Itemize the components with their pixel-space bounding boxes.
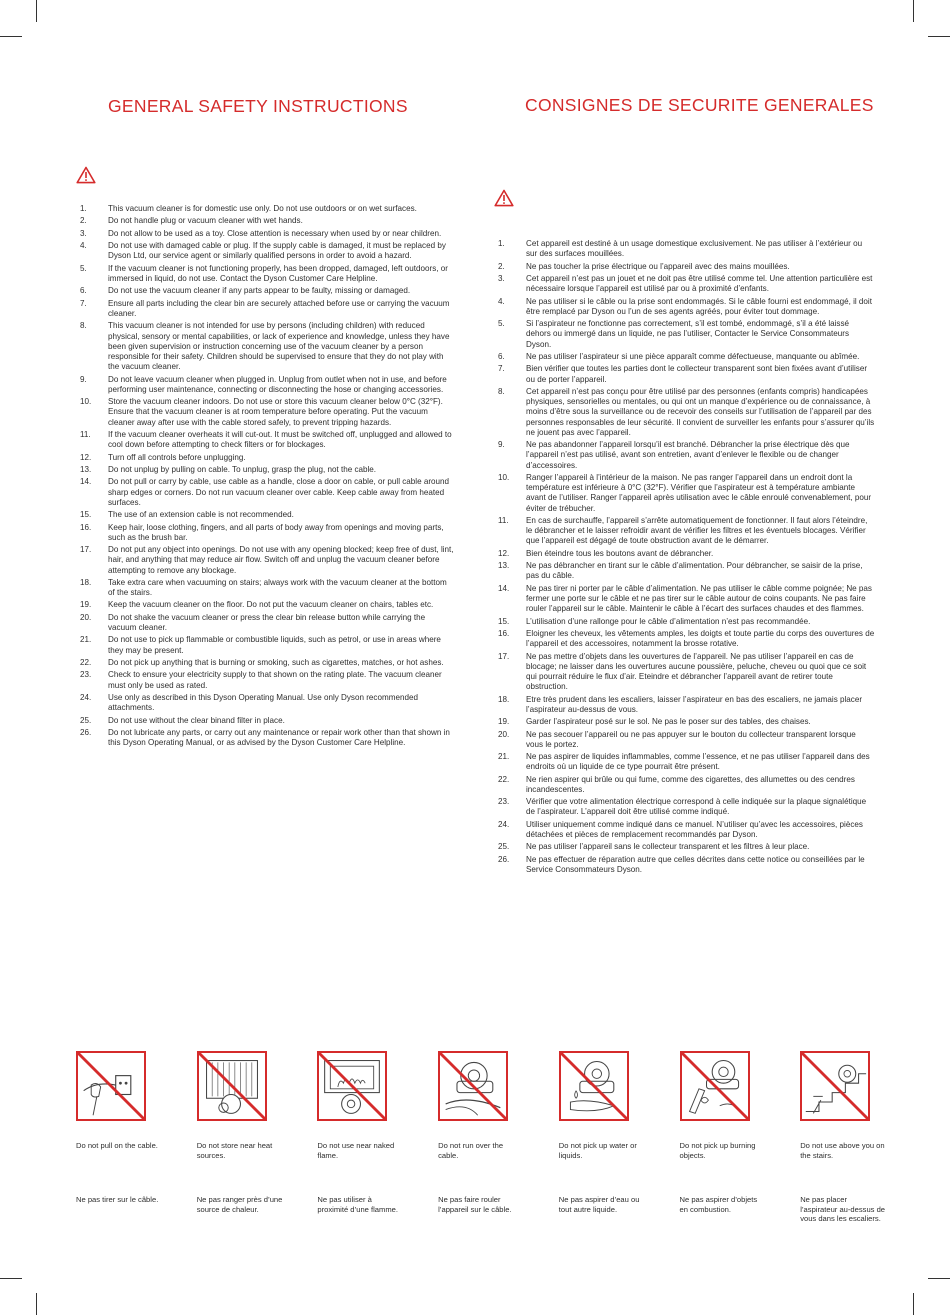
item-text: Check to ensure your electricity supply to that shown on the rating plate. The vacuum cleaner must only be used as rated. xyxy=(108,670,442,690)
crop-mark xyxy=(913,1293,914,1315)
item-number: 21. xyxy=(498,752,510,762)
list-item xyxy=(498,364,875,384)
list-item xyxy=(80,375,454,395)
item-text: Do not pick up anything that is burning or smoking, such as cigarettes, matches, or hot ashes. xyxy=(108,658,444,668)
item-text: Use only as described in this Dyson Operating Manual. Use only Dyson recommended attachments. xyxy=(108,693,418,713)
item-text: Do not put any object into openings. Do not use with any opening blocked; keep free of dust, lint, hair, and anything that may reduce air flow. Switch off and unplug the vacuum cleaner before attempting to remove any blockage. xyxy=(108,545,454,575)
list-item xyxy=(80,578,454,598)
item-text: Ensure all parts including the clear bin are securely attached before use or carrying the vacuum cleaner. xyxy=(108,298,450,318)
item-text: Cet appareil n’est pas conçu pour être utilisé par des personnes (enfants compris) handicapées physiques, sensorielles ou mentales, ou qui ont un manque d’expérience ou de connaissance, à moins d’être sous la surveillance ou de recevoir des conseils sur l’utilisation de l’appareil par des personnes responsables de leur sécurité. Il convient de surveiller les enfants pour s’assurer qu’ils ne jouent pas avec l’appareil. xyxy=(526,386,875,437)
list-item xyxy=(498,797,875,817)
item-text: Etre très prudent dans les escaliers, laisser l’aspirateur en bas des escaliers, ne jamais placer l’aspirateur au-dessus de vous. xyxy=(526,694,863,714)
item-text: Ne pas mettre d’objets dans les ouvertures de l’appareil. Ne pas utiliser l’appareil en cas de blocage; ne laisser dans les ouvertures aucune poussière, peluche, cheveu ou quoi que ce soit qui pourrait réduire le flux d’air. Eteindre et débrancher l’appareil avant de retirer toute obstruction. xyxy=(526,651,867,692)
list-item xyxy=(80,321,454,372)
list-item xyxy=(80,670,454,690)
item-number: 1. xyxy=(498,239,505,248)
list-item xyxy=(80,241,454,261)
item-number: 14. xyxy=(80,477,92,487)
item-number: 17. xyxy=(498,651,510,661)
list-item xyxy=(498,516,875,547)
list-item xyxy=(498,352,875,362)
pictogram-item xyxy=(558,1051,645,1214)
list-item xyxy=(80,299,454,319)
pictogram-item xyxy=(196,1051,283,1214)
item-text: This vacuum cleaner is not intended for use by persons (including children) with reduced physical, sensory or mental capabilities, or lack of experience and knowledge, unless they have been given supervision or instruction concerning use of the vacuum cleaner by a person responsible for their safety. Children should be supervised to ensure that they do not play with the vacuum cleaner. xyxy=(108,321,450,372)
list-item xyxy=(498,274,875,294)
item-text: L’utilisation d’une rallonge pour le câble d’alimentation n’est pas recommandée. xyxy=(526,616,811,626)
pictogram-item xyxy=(679,1051,766,1214)
list-item xyxy=(498,752,875,772)
item-number: 10. xyxy=(498,472,510,482)
item-number: 10. xyxy=(80,397,92,407)
item-text: Ne pas secouer l’appareil ou ne pas appuyer sur le bouton du collecteur transparent lorsque vous le portez. xyxy=(526,729,856,749)
pictogram-caption-fr: Ne pas tirer sur le câble. xyxy=(76,1195,159,1204)
list-item xyxy=(498,297,875,317)
item-text: Take extra care when vacuuming on stairs; always work with the vacuum cleaner at the bottom of the stairs. xyxy=(108,577,447,598)
item-text: Do not use with damaged cable or plug. If the supply cable is damaged, it must be replaced by Dyson Ltd, our service agent or similarly qualified persons in order to avoid a hazard. xyxy=(108,241,446,261)
list-item xyxy=(498,855,875,875)
item-number: 6. xyxy=(80,286,87,296)
item-number: 21. xyxy=(80,635,92,645)
no-heat-source-icon xyxy=(197,1051,267,1121)
item-number: 5. xyxy=(498,319,505,329)
item-number: 20. xyxy=(80,612,92,622)
page-title-en: GENERAL SAFETY INSTRUCTIONS xyxy=(108,96,408,116)
item-number: 6. xyxy=(498,351,505,361)
item-number: 2. xyxy=(80,216,87,226)
pictogram-caption-en: Do not pull on the cable. xyxy=(76,1141,158,1150)
list-item xyxy=(498,440,875,471)
item-text: Do not leave vacuum cleaner when plugged in. Unplug from outlet when not in use, and before performing user maintenance, connecting or disconnecting the hose or changing accessories. xyxy=(108,374,447,394)
item-number: 12. xyxy=(498,548,510,558)
pictogram-item xyxy=(317,1051,403,1214)
list-item xyxy=(498,549,875,559)
no-burning-objects-icon xyxy=(680,1051,750,1121)
list-item xyxy=(80,453,454,463)
list-item xyxy=(80,635,454,655)
item-number: 16. xyxy=(80,522,92,532)
list-item xyxy=(80,716,454,726)
item-number: 4. xyxy=(80,241,87,251)
item-text: Do not handle plug or vacuum cleaner with wet hands. xyxy=(108,216,303,226)
list-item xyxy=(80,600,454,610)
item-number: 17. xyxy=(80,545,92,555)
item-text: Turn off all controls before unplugging. xyxy=(108,452,246,462)
item-number: 24. xyxy=(80,693,92,703)
list-item xyxy=(498,717,875,727)
item-text: Ne pas débrancher en tirant sur le câble d’alimentation. Pour débrancher, se saisir de la prise, pas du câble. xyxy=(526,561,863,581)
item-number: 5. xyxy=(80,263,87,273)
crop-mark xyxy=(913,0,914,22)
item-text: Ne pas tirer ni porter par le câble d’alimentation. Ne pas utiliser le câble comme poignée; Ne pas fermer une porte sur le câble et ne pas tirer sur le câble autour de coins coupants. Ne pas faire rouler l’appareil sur le câble. Maintenir le câble à l’écart des surfaces chaudes et des flammes. xyxy=(526,583,872,614)
list-item xyxy=(498,319,875,350)
item-number: 26. xyxy=(80,728,92,738)
warning-triangle-icon xyxy=(76,166,96,184)
item-number: 9. xyxy=(498,440,505,450)
list-item xyxy=(498,387,875,438)
item-number: 8. xyxy=(498,386,505,396)
item-text: Ne pas effectuer de réparation autre que celles décrites dans cette notice ou conseillées par le Service Consommateurs Dyson. xyxy=(526,854,865,875)
no-run-over-cable-icon xyxy=(438,1051,508,1121)
list-item xyxy=(80,613,454,633)
list-item xyxy=(80,204,454,214)
pictogram-item xyxy=(76,1051,162,1204)
item-number: 23. xyxy=(498,797,510,807)
page-title-fr: CONSIGNES DE SECURITE GENERALES xyxy=(525,95,874,115)
item-number: 23. xyxy=(80,670,92,680)
list-item xyxy=(498,239,875,259)
item-text: Do not use without the clear binand filter in place. xyxy=(108,715,285,725)
item-text: Do not use to pick up flammable or combustible liquids, such as petrol, or use in areas where they may be present. xyxy=(108,635,441,655)
item-text: Do not shake the vacuum cleaner or press the clear bin release button while carrying the vacuum cleaner. xyxy=(108,612,426,633)
item-number: 8. xyxy=(80,321,87,331)
item-number: 3. xyxy=(80,228,87,238)
pictogram-item xyxy=(438,1051,524,1214)
item-text: Keep the vacuum cleaner on the floor. Do not put the vacuum cleaner on chairs, tables etc. xyxy=(108,600,434,610)
pictogram-caption-fr: Ne pas ranger près d’une source de chaleur. xyxy=(196,1195,283,1214)
pictogram-caption-en: Do not store near heat sources. xyxy=(196,1141,273,1160)
list-item xyxy=(498,561,875,581)
list-item xyxy=(80,229,454,239)
list-item xyxy=(80,523,454,543)
item-text: If the vacuum cleaner is not functioning properly, has been dropped, damaged, left outdoors, or immersed in liquid, do not use. Contact the Dyson Customer Care Helpline. xyxy=(108,263,448,283)
list-item xyxy=(80,658,454,668)
pictogram-caption-en: Do not pick up burning objects. xyxy=(679,1141,756,1160)
item-number: 11. xyxy=(80,429,91,439)
item-number: 15. xyxy=(498,616,510,626)
item-number: 20. xyxy=(498,729,510,739)
no-liquids-icon xyxy=(559,1051,629,1121)
crop-mark xyxy=(928,1278,950,1279)
item-text: Do not allow to be used as a toy. Close attention is necessary when used by or near children. xyxy=(108,228,442,238)
pictogram-caption-fr: Ne pas utiliser à proximité d’une flamme. xyxy=(317,1195,399,1214)
crop-mark xyxy=(36,1293,37,1315)
item-text: Utiliser uniquement comme indiqué dans ce manuel. N’utiliser qu’avec les accessoires, pièces détachées et pièces de remplacement recommandés par Dyson. xyxy=(526,819,863,840)
item-number: 7. xyxy=(80,298,87,308)
item-text: Eloigner les cheveux, les vêtements amples, les doigts et toute partie du corps des ouvertures de l’appareil et des accessoires, notamment la brosse rotative. xyxy=(526,628,875,649)
pictogram-caption-en: Do not run over the cable. xyxy=(438,1141,504,1160)
item-number: 9. xyxy=(80,374,87,384)
item-number: 13. xyxy=(80,464,92,474)
item-text: Ne pas utiliser l’appareil sans le collecteur transparent et les filtres à leur place. xyxy=(526,842,810,852)
item-text: Ranger l’appareil à l’intérieur de la maison. Ne pas ranger l’appareil dans un endroit dont la température est inférieure à 0°C (32°F). Vérifier que l’aspirateur est à température ambiante avant de l’utiliser. Ranger l’appareil après utilisation avec le câble enroulé convenablement, pour éviter de trébucher. xyxy=(526,472,872,513)
list-item xyxy=(498,584,875,615)
safety-list-en xyxy=(80,204,454,751)
item-number: 11. xyxy=(498,515,509,525)
item-text: If the vacuum cleaner overheats it will cut-out. It must be switched off, unplugged and allowed to cool down before attempting to check filters or for blockages. xyxy=(108,429,452,450)
item-text: Ne pas utiliser si le câble ou la prise sont endommagés. Si le câble fourni est endommagé, il doit être remplacé par Dyson ou l’un de ses agents agréés, pour éviter tout dommage. xyxy=(526,296,872,316)
list-item xyxy=(80,286,454,296)
list-item xyxy=(498,775,875,795)
list-item xyxy=(498,262,875,272)
item-number: 25. xyxy=(498,842,510,852)
pictogram-caption-fr: Ne pas aspirer d’eau ou tout autre liquide. xyxy=(558,1195,640,1214)
list-item xyxy=(80,477,454,508)
item-text: En cas de surchauffe, l’appareil s’arrête automatiquement de fonctionner. Il faut alors l’éteindre, le débrancher et le laisser refroidir avant de vérifier les filtres et les éventuels blocages. Vérifier que l’appareil est dégagé de toute obstruction avant de le démarrer. xyxy=(526,515,868,546)
item-number: 1. xyxy=(80,204,87,213)
item-number: 2. xyxy=(498,261,505,271)
item-text: Ne pas aspirer de liquides inflammables, comme l’essence, et ne pas utiliser l’appareil dans des endroits où un liquide de ce type pourrait être présent. xyxy=(526,752,870,772)
item-number: 7. xyxy=(498,364,505,374)
list-item xyxy=(80,264,454,284)
list-item xyxy=(80,397,454,428)
list-item xyxy=(498,842,875,852)
list-item xyxy=(498,730,875,750)
item-text: Cet appareil n’est pas un jouet et ne doit pas être utilisé comme tel. Une attention particulière est nécessaire lorsque l’appareil est utilisé par ou à proximité d’enfants. xyxy=(526,273,873,294)
no-pull-cable-icon xyxy=(76,1051,146,1121)
no-above-on-stairs-icon xyxy=(800,1051,870,1121)
pictogram-caption-en: Do not pick up water or liquids. xyxy=(558,1141,637,1160)
list-item xyxy=(80,465,454,475)
item-number: 19. xyxy=(498,717,510,727)
item-number: 4. xyxy=(498,296,505,306)
warning-triangle-icon xyxy=(494,189,514,207)
safety-list-fr xyxy=(498,239,875,877)
pictogram-caption-fr: Ne pas aspirer d’objets en combustion. xyxy=(679,1195,758,1214)
list-item xyxy=(498,473,875,514)
list-item xyxy=(80,728,454,748)
item-number: 26. xyxy=(498,854,510,864)
pictogram-caption-fr: Ne pas placer l’aspirateur au-dessus de vous dans les escaliers. xyxy=(800,1195,886,1224)
item-number: 22. xyxy=(498,774,510,784)
item-text: Vérifier que votre alimentation électrique correspond à celle indiquée sur la plaque signalétique de l’aspirateur. L’appareil doit être utilisé comme indiqué. xyxy=(526,797,867,817)
item-text: This vacuum cleaner is for domestic use only. Do not use outdoors or on wet surfaces. xyxy=(108,204,417,213)
list-item xyxy=(80,216,454,226)
item-number: 15. xyxy=(80,510,92,520)
list-item xyxy=(498,617,875,627)
pictogram-caption-en: Do not use near naked flame. xyxy=(317,1141,395,1160)
item-text: Garder l’aspirateur posé sur le sol. Ne pas le poser sur des tables, des chaises. xyxy=(526,717,811,727)
list-item xyxy=(498,695,875,715)
item-number: 13. xyxy=(498,561,510,571)
item-text: Si l’aspirateur ne fonctionne pas correctement, s’il est tombé, endommagé, s’il a été laissé dehors ou immergé dans un liquide, ne pas l’utiliser, Contacter le Service Consommateurs Dyson. xyxy=(526,319,850,349)
list-item xyxy=(80,510,454,520)
item-text: Bien éteindre tous les boutons avant de débrancher. xyxy=(526,548,714,558)
item-text: Do not unplug by pulling on cable. To unplug, grasp the plug, not the cable. xyxy=(108,464,377,474)
crop-mark xyxy=(928,36,950,37)
item-number: 14. xyxy=(498,583,510,593)
list-item xyxy=(498,652,875,693)
pictogram-caption-fr: Ne pas faire rouler l’appareil sur le câble. xyxy=(438,1195,512,1214)
item-number: 24. xyxy=(498,819,510,829)
pictogram-item xyxy=(800,1051,886,1224)
item-text: Ne pas abandonner l’appareil lorsqu’il est branché. Débrancher la prise électrique dès que l’appareil n’est pas utilisé, avant son entretien, avant d’enlever le flexible ou de changer d’accessoires. xyxy=(526,440,850,470)
item-number: 3. xyxy=(498,273,505,283)
item-text: The use of an extension cable is not recommended. xyxy=(108,510,294,520)
item-text: Ne rien aspirer qui brûle ou qui fume, comme des cigarettes, des allumettes ou des cendres incandescentes. xyxy=(526,774,855,794)
item-number: 22. xyxy=(80,658,92,668)
item-text: Cet appareil est destiné à un usage domestique exclusivement. Ne pas utiliser à l’extérieur ou sur des surfaces mouillées. xyxy=(526,239,863,259)
list-item xyxy=(80,545,454,576)
item-text: Ne pas toucher la prise électrique ou l’appareil avec des mains mouillées. xyxy=(526,261,790,271)
item-text: Do not pull or carry by cable, use cable as a handle, close a door on cable, or pull cable around sharp edges or corners. Do not run vacuum cleaner over cable. Keep cable away from heated surfaces. xyxy=(108,477,450,507)
item-number: 12. xyxy=(80,452,92,462)
item-number: 18. xyxy=(498,694,510,704)
item-text: Do not use the vacuum cleaner if any parts appear to be faulty, missing or damaged. xyxy=(108,286,411,296)
pictogram-caption-en: Do not use above you on the stairs. xyxy=(800,1141,885,1160)
item-number: 16. xyxy=(498,628,510,638)
crop-mark xyxy=(36,0,37,22)
item-text: Ne pas utiliser l’aspirateur si une pièce apparaît comme défectueuse, manquante ou abîmée. xyxy=(526,351,860,361)
item-text: Bien vérifier que toutes les parties dont le collecteur transparent sont bien fixées avant d’utiliser ou de porter l’appareil. xyxy=(526,364,868,384)
list-item xyxy=(498,629,875,649)
item-number: 19. xyxy=(80,600,92,610)
crop-mark xyxy=(0,1278,22,1279)
item-text: Store the vacuum cleaner indoors. Do not use or store this vacuum cleaner below 0°C (32°F). Ensure that the vacuum cleaner is at room temperature before operating. Put the vacuum cleaner away after use with the cable stored safely, to prevent tripping hazards. xyxy=(108,397,443,427)
item-text: Do not lubricate any parts, or carry out any maintenance or repair work other than that shown in this Dyson Operating Manual, or as advised by the Dyson Customer Care Helpline. xyxy=(108,728,450,748)
list-item xyxy=(80,693,454,713)
item-text: Keep hair, loose clothing, fingers, and all parts of body away from openings and moving parts, such as the brush bar. xyxy=(108,522,444,542)
list-item xyxy=(80,430,454,450)
crop-mark xyxy=(0,36,22,37)
list-item xyxy=(498,820,875,840)
no-naked-flame-icon xyxy=(317,1051,387,1121)
item-number: 18. xyxy=(80,577,92,587)
item-number: 25. xyxy=(80,715,92,725)
